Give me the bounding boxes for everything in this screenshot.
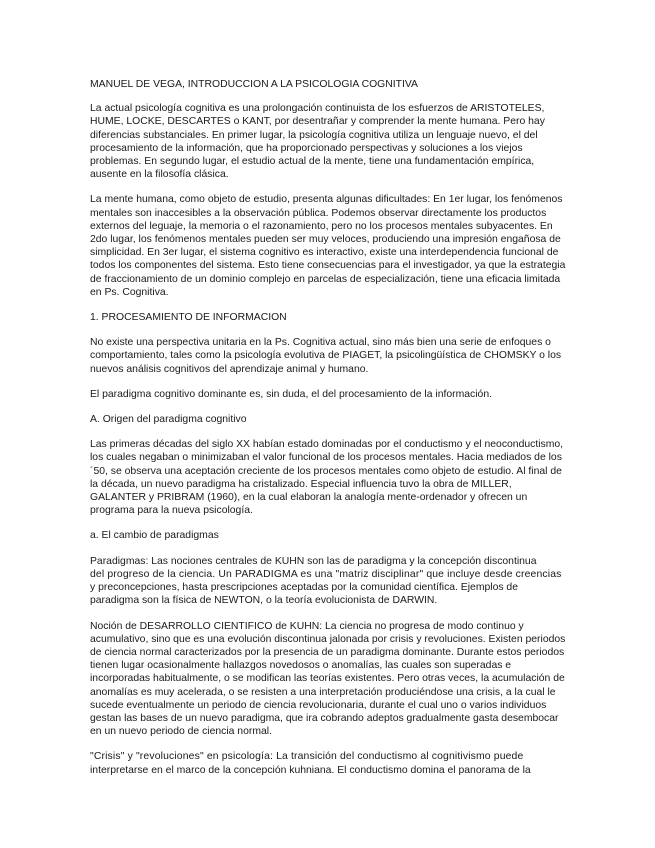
paragraph-paradigms-line2: del progreso de la ciencia. Un PARADIGMA es una "matriz disciplinar" que incluye desde creencias bbox=[90, 568, 562, 580]
section-heading-cambio: a. El cambio de paradigmas bbox=[90, 530, 219, 542]
paragraph-crisis bbox=[90, 750, 568, 776]
paragraph-paradigms-line1: Paradigmas: Las nociones centrales de KUHN son las de paradigma y la concepción discontinua bbox=[90, 555, 537, 567]
section-heading-procesamiento: 1. PROCESAMIENTO DE INFORMACION bbox=[90, 312, 287, 324]
paragraph-paradigms-rest: y preconcepciones, hasta prescripciones aceptadas por la comunidad científica. Ejemplos de paradigma son la física de NEWTON, o la teoría evolucionista de DARWIN. bbox=[90, 582, 518, 607]
paragraph-crisis-line1: "Crisis" y "revoluciones" en psicología: La transición del conductismo al cognitivismo puede bbox=[90, 751, 524, 763]
section-heading-origen: A. Origen del paradigma cognitivo bbox=[90, 414, 247, 426]
paragraph-crisis-line2: interpretarse en el marco de la concepción kuhniana. El conductismo domina el panorama de la bbox=[90, 764, 531, 776]
document-body bbox=[90, 78, 568, 777]
paragraph-perspectives: No existe una perspectiva unitaria en la Ps. Cognitiva actual, sino más bien una serie de enfoques o comportamiento, tales como la psicología evolutiva de PIAGET, la psicolingüística de CHOMSKY o los nuevos análisis cognitivos del aprendizaje animal y humano. bbox=[90, 337, 562, 375]
paragraph-history: Las primeras décadas del siglo XX habían estado dominadas por el conductismo y el neoconductismo, los cuales negaban o minimizaban el valor funcional de los procesos mentales. Hacia mediados de los ´50, se observa una aceptación creciente de los procesos mentales como objeto de estudio. Al final de la década, un nuevo paradigma ha cristalizado. Especial influencia tuvo la obra de MILLER, GALANTER y PRIBRAM (1960), en la cual elaboran la analogía mente-ordenador y ofrecen un programa para la nueva psicología. bbox=[90, 439, 564, 517]
paragraph-intro: La actual psicología cognitiva es una prolongación continuista de los esfuerzos de ARISTOTELES, HUME, LOCKE, DESCARTES o KANT, por desentrañar y comprender la mente humana. Pero hay diferencias substanciales. En primer lugar, la psicología cognitiva utiliza un lenguaje nuevo, el del procesamiento de la información, que ha proporcionado perspectivas y soluciones a los viejos problemas. En segundo lugar, el estudio actual de la mente, tiene una fundamentación empírica, ausente en la filosofía clásica. bbox=[90, 103, 545, 181]
paragraph-paradigms bbox=[90, 555, 568, 608]
document-title: MANUEL DE VEGA, INTRODUCCION A LA PSICOLOGIA COGNITIVA bbox=[90, 79, 418, 90]
paragraph-difficulties: La mente humana, como objeto de estudio, presenta algunas dificultades: En 1er lugar, los fenómenos mentales son inaccesibles a la observación pública. Podemos observar directamente los productos externos del leguaje, la memoria o el razonamiento, pero no los procesos mentales subyacentes. En 2do lugar, los fenómenos mentales pueden ser muy veloces, produciendo una impresión engañosa de simplicidad. En 3er lugar, el sistema cognitivo es interactivo, existe una interdependencia funcional de todos los componentes del sistema. Esto tiene consecuencias para el investigador, ya que la estrategia de fraccionamiento de un dominio complejo en parcelas de especialización, tiene una eficacia limitada en Ps. Cognitiva. bbox=[90, 194, 566, 298]
paragraph-scientific-development: Noción de DESARROLLO CIENTIFICO de KUHN: La ciencia no progresa de modo continuo y acumulativo, sino que es una evolución discontinua jalonada por crisis y revoluciones. Existen periodos de ciencia normal caracterizados por la presencia de un paradigma dominante. Durante estos periodos tienen lugar ocasionalmente hallazgos novedosos o anomalías, las cuales son superadas e incorporadas habitualmente, o se modifican las teorías existentes. Pero otras veces, la acumulación de anomalías es muy acelerada, o se resisten a una interpretación produciéndose una crisis, a la cual le sucede eventualmente un periodo de ciencia revolucionaria, durante el cual uno o varios individuos gestan las bases de un nuevo paradigma, que ira cobrando adeptos gradualmente gasta desembocar en un nuevo periodo de ciencia normal. bbox=[90, 620, 566, 738]
paragraph-dominant-paradigm: El paradigma cognitivo dominante es, sin duda, el del procesamiento de la información. bbox=[90, 388, 493, 400]
